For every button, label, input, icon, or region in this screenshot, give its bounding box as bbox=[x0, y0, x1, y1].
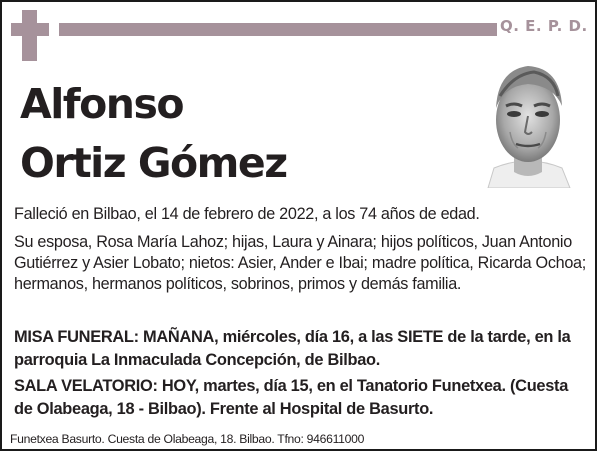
wake-info: SALA VELATORIO: HOY, martes, día 15, en el Tanatorio Funetxea. (Cuesta de Olabeaga, 18 - Bilbao). Frente al Hospital de Basurto. bbox=[14, 377, 569, 418]
death-notice: Falleció en Bilbao, el 14 de febrero de 2022, a los 74 años de edad. bbox=[14, 205, 480, 223]
funeral-mass-info: MISA FUNERAL: MAÑANA, miércoles, día 16, a las SIETE de la tarde, en la parroquia La Inmaculada Concepción, de Bilbao. bbox=[14, 328, 571, 369]
portrait-photo bbox=[474, 56, 582, 188]
family-list: Su esposa, Rosa María Lahoz; hijas, Laura y Ainara; hijos políticos, Juan Antonio Gutiérrez y Asier Lobato; nietos: Asier, Ander e Ibai; madre política, Ricarda Ochoa; hermanos, hermanos políticos, sobrinos, primos y demás familia. bbox=[14, 233, 586, 293]
funeral-home-footer: Funetxea Basurto. Cuesta de Olabeaga, 18. Bilbao. Tfno: 946611000 bbox=[10, 432, 365, 446]
qepd-label: Q. E. P. D. bbox=[500, 17, 588, 35]
portrait-icon bbox=[474, 56, 582, 188]
deceased-first-name: Alfonso bbox=[20, 80, 184, 128]
header-bar bbox=[59, 23, 497, 36]
deceased-surnames: Ortiz Gómez bbox=[20, 139, 287, 187]
cross-icon-horizontal bbox=[11, 23, 49, 36]
